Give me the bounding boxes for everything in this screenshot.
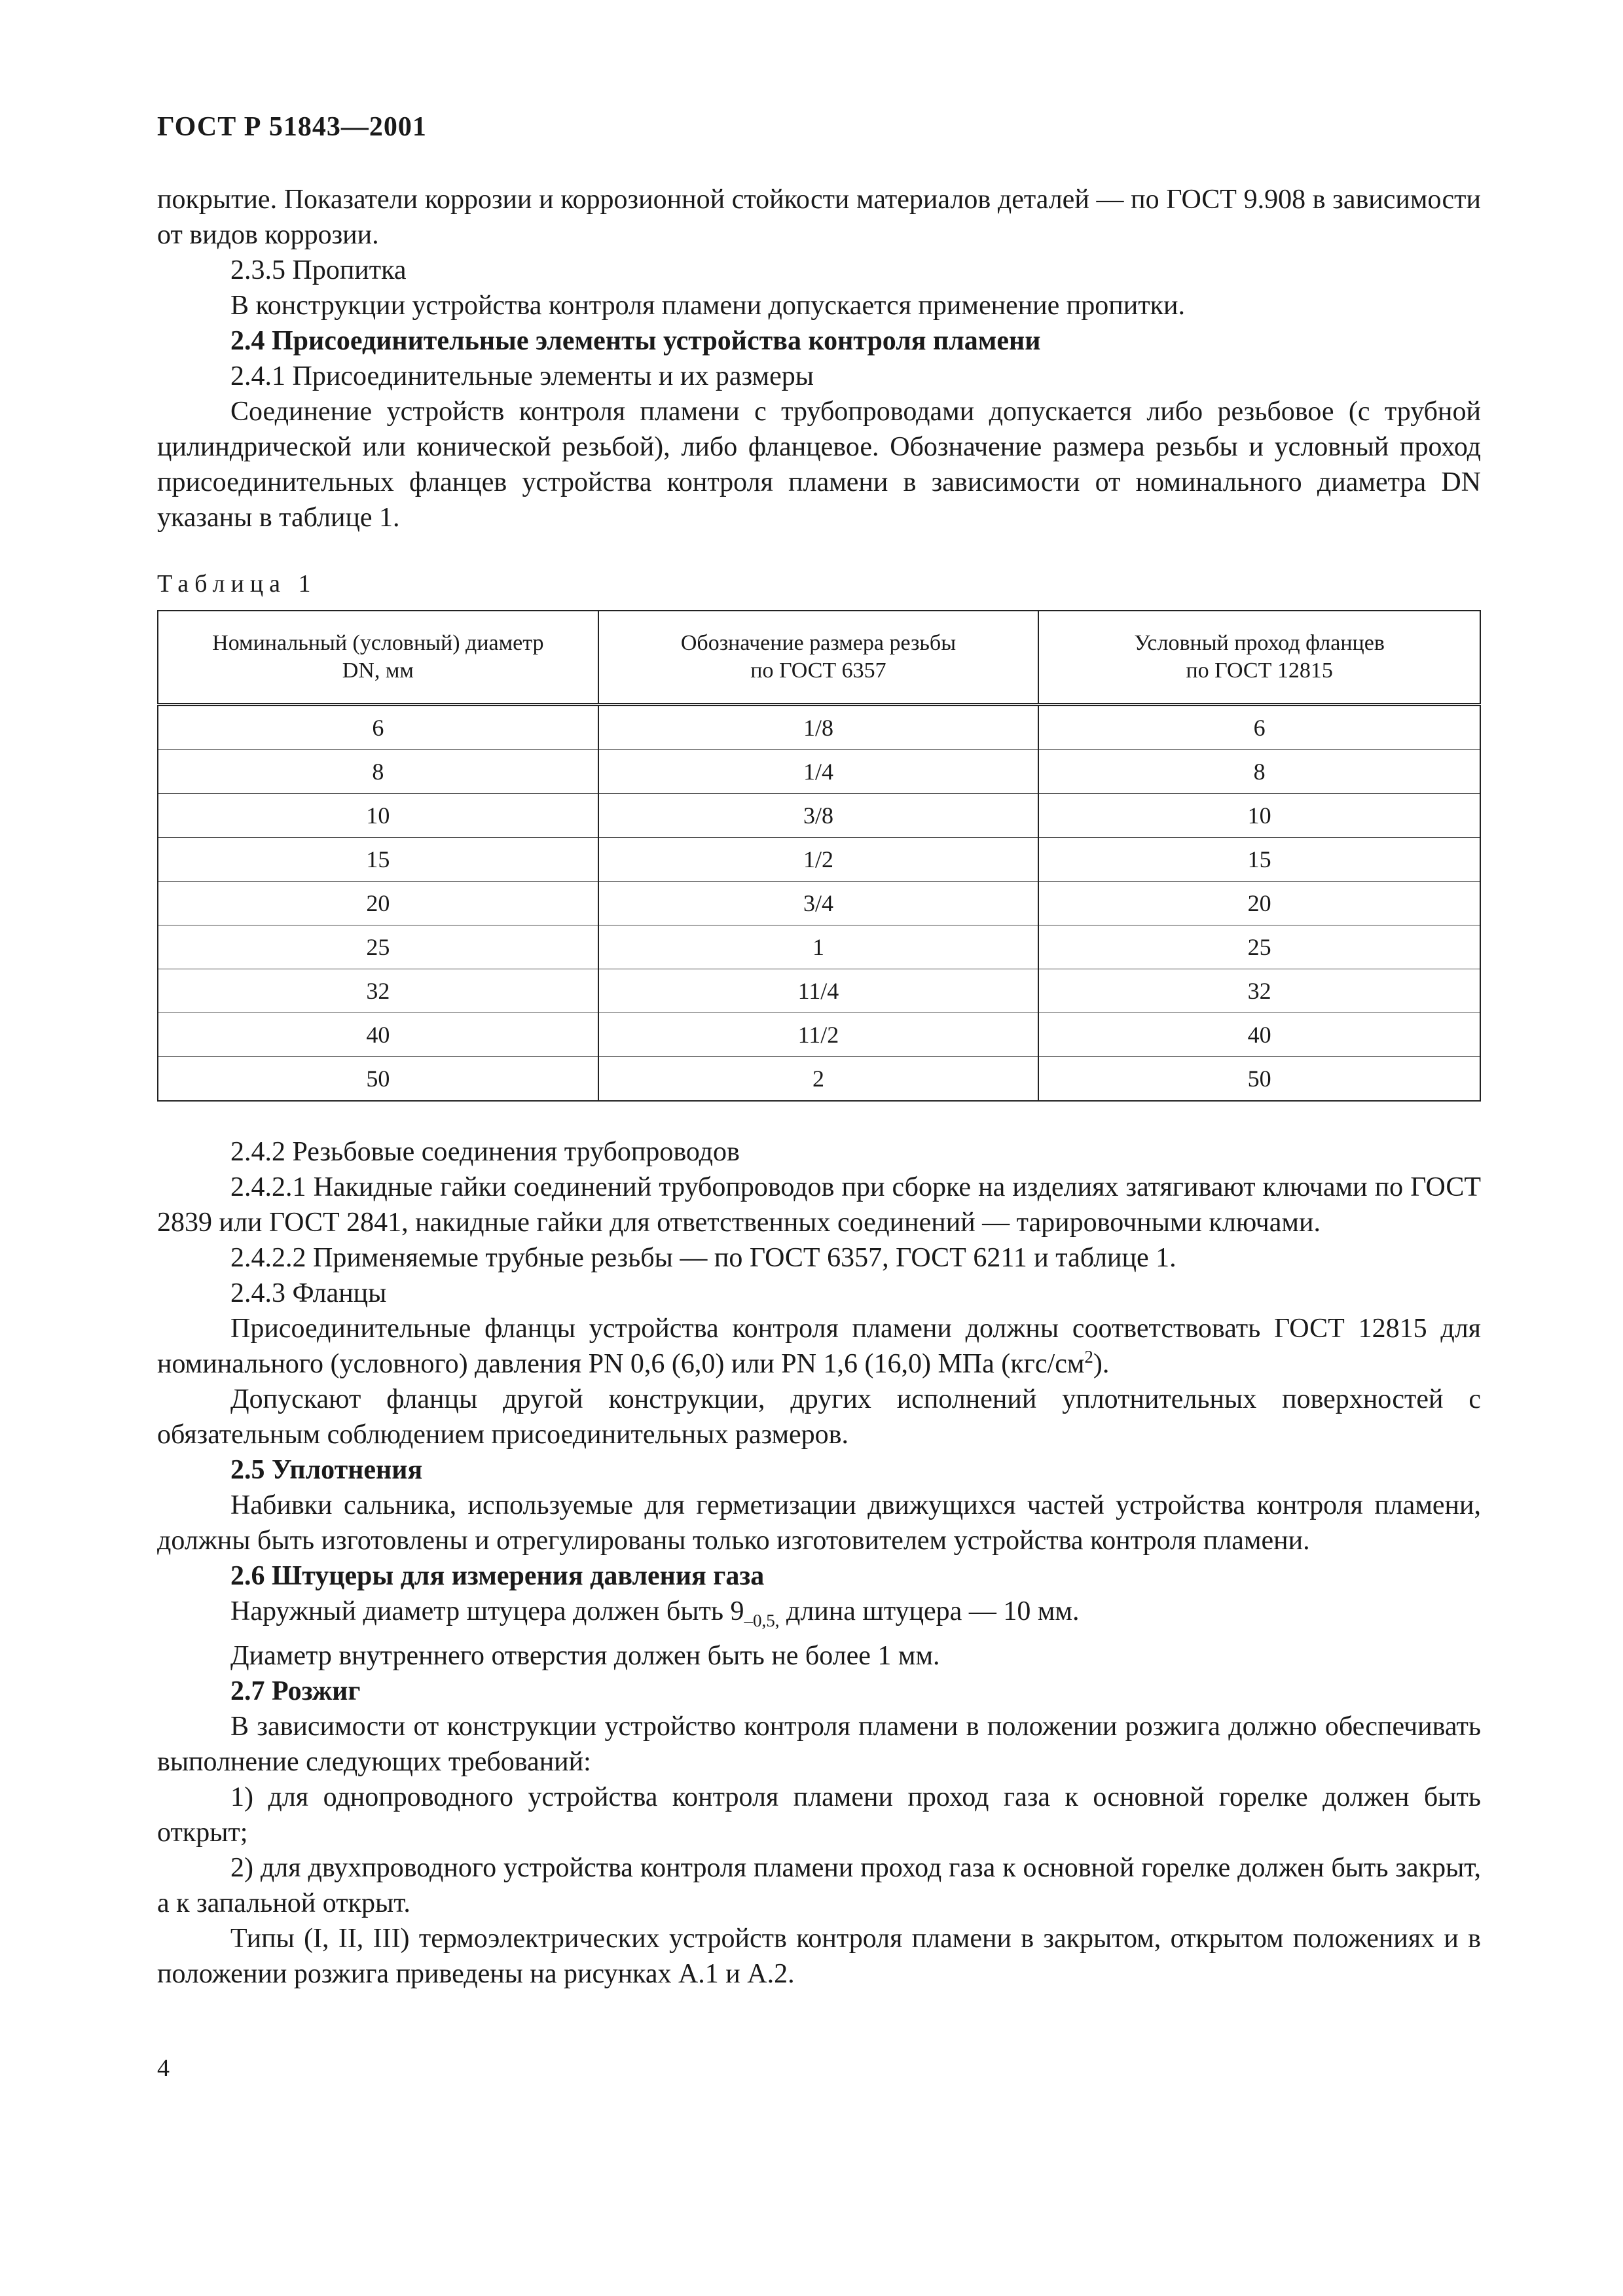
table-row [158,1013,1480,1057]
section-heading: 2.6 Штуцеры для измерения давления газа [230,1561,765,1591]
flange-superscript: 2 [1084,1347,1093,1367]
paragraph: Диаметр внутреннего отверстия должен быть не более 1 мм. [230,1641,940,1671]
table-row [158,925,1480,969]
table-cell: 50 [158,1057,598,1102]
table-cell: 1 [598,925,1039,969]
table-body [158,705,1480,1102]
fitting-text-end: длина штуцера — 10 мм. [779,1596,1080,1626]
paragraph: 2) для двухпроводного устройства контроля пламени проход газа к основной горелке должен быть закрыт, а к запальной открыт. [157,1853,1481,1918]
paragraph: 2.3.5 Пропитка [230,255,407,285]
table-cell: 20 [1038,882,1480,925]
paragraphs-section-242 [157,1134,1481,1311]
table-header-cell [1038,611,1480,705]
document-header: ГОСТ Р 51843—2001 [157,112,427,142]
paragraph: Набивки сальника, используемые для герметизации движущихся частей устройства контроля пламени, должны быть изготовлены и отрегулированы только изготовителем устройства контроля пламени. [157,1490,1481,1556]
table-row [158,838,1480,882]
table-row [158,969,1480,1013]
paragraph: Соединение устройств контроля пламени с трубопроводами допускается либо резьбовое (с трубной цилиндрической или конической резьбой), либо фланцевое. Обозначение размера резьбы и условный проход присоединительных фланцев устройства контроля пламени в зависимости от номинального диаметра DN указаны в таблице 1. [157,397,1481,533]
table-cell: 3/4 [598,882,1039,925]
table-row [158,794,1480,838]
table-cell: 40 [158,1013,598,1057]
table-header-line: Номинальный (условный) диаметр [212,631,544,655]
document-page [157,98,1481,1992]
table-cell: 25 [1038,925,1480,969]
page-number: 4 [157,2054,170,2082]
table-header-line: DN, мм [342,658,414,683]
paragraphs-section-25-26 [157,1382,1481,1594]
section-heading: 2.5 Уплотнения [230,1455,423,1485]
paragraph: покрытие. Показатели коррозии и коррозионной стойкости материалов деталей — по ГОСТ 9.908 в зависимости от видов коррозии. [157,185,1481,250]
table-cell: 11/2 [598,1013,1039,1057]
table-header-line: по ГОСТ 6357 [750,658,886,683]
table-cell: 25 [158,925,598,969]
table-cell: 6 [1038,705,1480,750]
paragraph: Допускают фланцы другой конструкции, других исполнений уплотнительных поверхностей с обязательным соблюдением присоединительных размеров. [157,1384,1481,1450]
paragraph: В конструкции устройства контроля пламени допускается применение пропитки. [230,291,1185,321]
paragraph: 2.4.2.2 Применяемые трубные резьбы — по ГОСТ 6357, ГОСТ 6211 и таблице 1. [230,1243,1176,1273]
paragraph: 2.4.2 Резьбовые соединения трубопроводов [230,1137,740,1167]
table-cell: 1/4 [598,750,1039,794]
table-header-line: Условный проход фланцев [1134,631,1385,655]
table-cell: 32 [158,969,598,1013]
table-cell: 40 [1038,1013,1480,1057]
paragraph: В зависимости от конструкции устройство контроля пламени в положении розжига должно обеспечивать выполнение следующих требований: [157,1712,1481,1777]
table-row [158,1057,1480,1102]
table-cell: 15 [158,838,598,882]
table-cell: 50 [1038,1057,1480,1102]
fitting-tolerance: –0,5, [744,1611,780,1630]
flange-paragraph [157,1311,1481,1382]
table-header-line: Обозначение размера резьбы [680,631,957,655]
table-row [158,882,1480,925]
table-cell: 32 [1038,969,1480,1013]
section-heading: 2.7 Розжиг [230,1676,361,1706]
table-cell: 6 [158,705,598,750]
table-header-cell [158,611,598,705]
paragraph: Типы (I, II, III) термоэлектрических устройств контроля пламени в закрытом, открытом положениях и в положении розжига приведены на рисунках А.1 и А.2. [157,1924,1481,1989]
paragraph: 2.4.1 Присоединительные элементы и их размеры [230,361,814,391]
table-cell: 3/8 [598,794,1039,838]
flange-text-end: ). [1093,1349,1110,1379]
fitting-paragraph [157,1594,1481,1638]
paragraphs-top [157,182,1481,535]
table-cell: 20 [158,882,598,925]
table-cell: 11/4 [598,969,1039,1013]
paragraphs-section-27 [157,1638,1481,1992]
table-row [158,705,1480,750]
table-cell: 15 [1038,838,1480,882]
table-header-line: по ГОСТ 12815 [1186,658,1333,683]
table-cell: 1/2 [598,838,1039,882]
flange-text: Присоединительные фланцы устройства контроля пламени должны соответствовать ГОСТ 12815 для номинального (условного) давления PN 0,6 (6,0) или PN 1,6 (16,0) МПа (кгс/см [157,1314,1481,1379]
section-heading: 2.4 Присоединительные элементы устройства контроля пламени [230,326,1041,356]
paragraphs-middle [157,1134,1481,1992]
paragraph: 2.4.3 Фланцы [230,1278,387,1308]
table-header-row [158,611,1480,705]
table-cell: 10 [158,794,598,838]
table-caption: Таблица 1 [157,570,317,598]
table-cell: 10 [1038,794,1480,838]
table-cell: 1/8 [598,705,1039,750]
paragraph: 2.4.2.1 Накидные гайки соединений трубопроводов при сборке на изделиях затягивают ключами по ГОСТ 2839 или ГОСТ 2841, накидные гайки для ответственных соединений — тарировочными ключами. [157,1172,1481,1238]
table-row [158,750,1480,794]
paragraph: 1) для однопроводного устройства контроля пламени проход газа к основной горелке должен быть открыт; [157,1782,1481,1848]
table-cell: 8 [1038,750,1480,794]
table-cell: 8 [158,750,598,794]
fitting-text: Наружный диаметр штуцера должен быть 9 [230,1596,744,1626]
dimensions-table [157,610,1481,1102]
table-cell: 2 [598,1057,1039,1102]
table-header-cell [598,611,1039,705]
